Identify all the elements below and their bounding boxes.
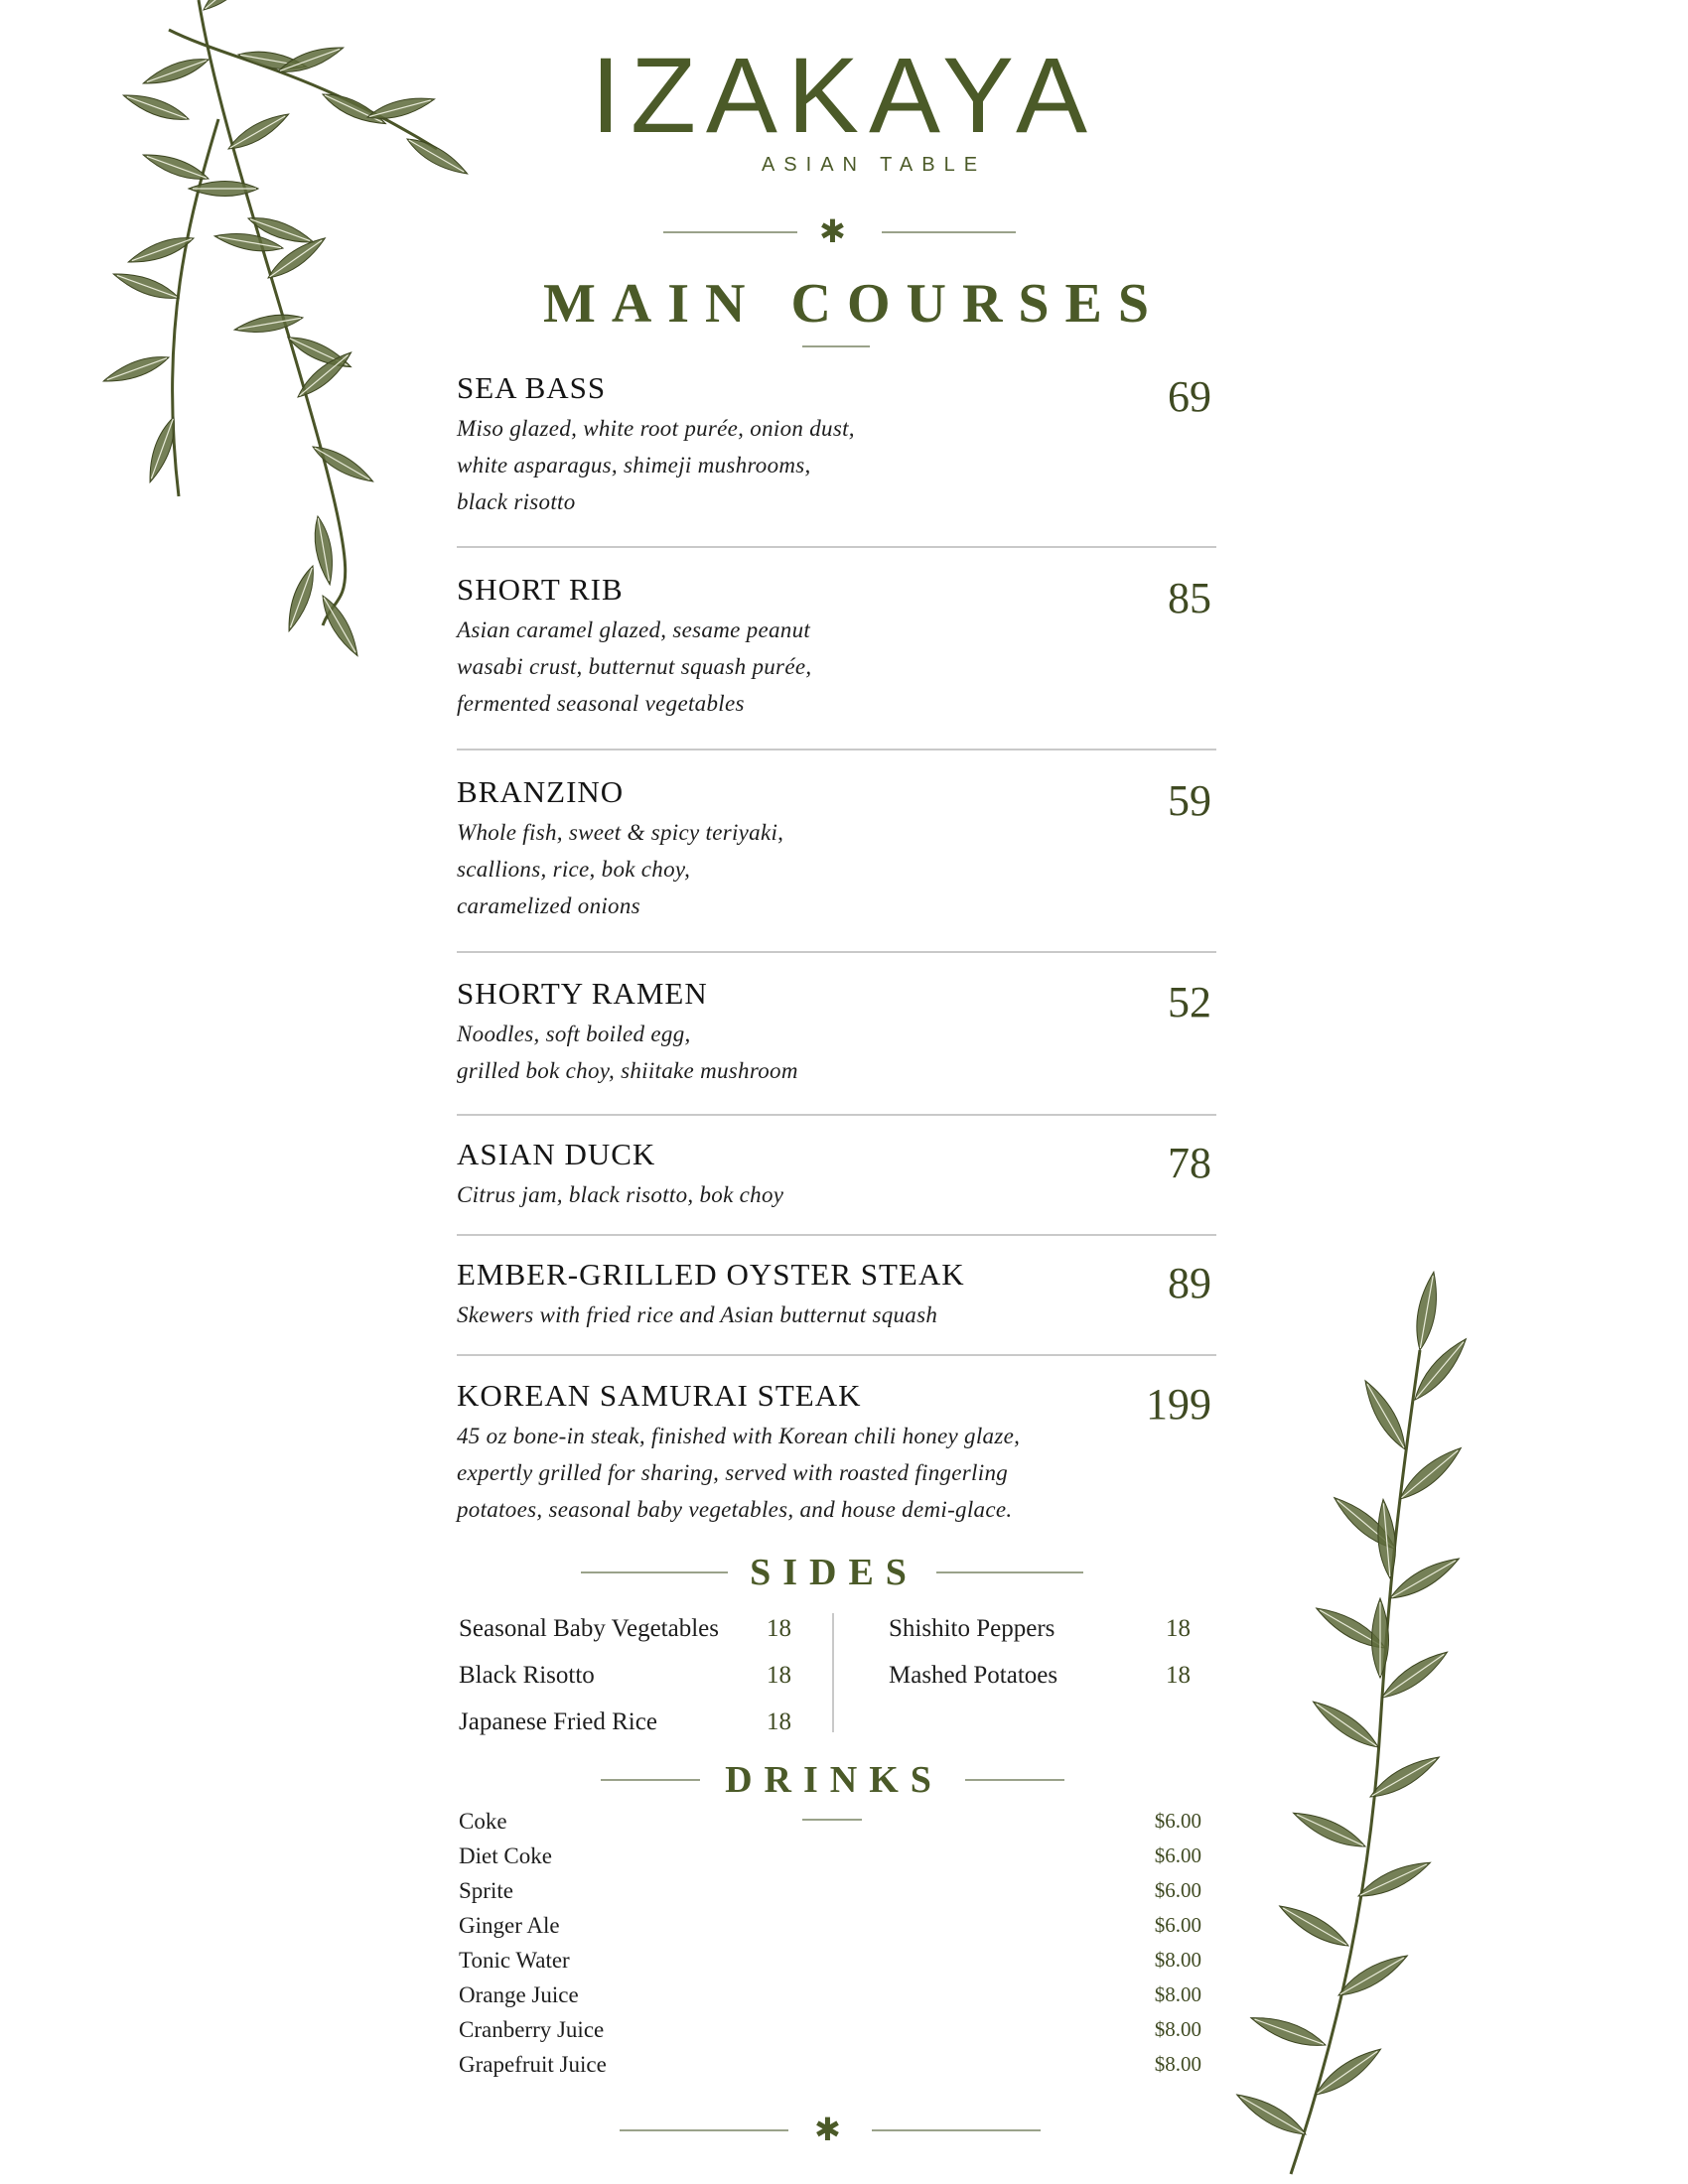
footer-rule-right: [872, 2129, 1041, 2131]
drink-item-price: $6.00: [1154, 1913, 1201, 1937]
menu-item-price: 85: [1168, 574, 1211, 622]
menu-item-price: 78: [1168, 1139, 1211, 1187]
menu-item-divider: [457, 1234, 1216, 1236]
side-item-name: Shishito Peppers: [889, 1615, 1055, 1642]
menu-item-description: Citrus jam, black risotto, bok choy: [457, 1182, 784, 1207]
sides-column-divider: [832, 1613, 834, 1732]
drink-item-price: $6.00: [1154, 1878, 1201, 1902]
drink-item-price: $8.00: [1154, 2017, 1201, 2041]
side-item-price: 18: [1166, 1615, 1191, 1642]
main-title-underline: [802, 345, 870, 347]
side-item-price: 18: [767, 1615, 791, 1642]
sides-rule-right: [936, 1571, 1083, 1573]
menu-item-name: SEA BASS: [457, 370, 607, 405]
side-item-name: Seasonal Baby Vegetables: [459, 1615, 719, 1642]
side-item-price: 18: [1166, 1662, 1191, 1689]
side-item-name: Japanese Fried Rice: [459, 1708, 657, 1735]
brand-logo: IZAKAYA: [590, 35, 1098, 155]
menu-item-divider: [457, 1354, 1216, 1356]
drink-item-name: Ginger Ale: [459, 1913, 560, 1938]
main-courses-title: MAIN COURSES: [542, 273, 1166, 335]
menu-item-name: ASIAN DUCK: [457, 1137, 656, 1171]
drink-item-price: $6.00: [1154, 1843, 1201, 1867]
drinks-title: DRINKS: [725, 1759, 943, 1801]
side-item-name: Mashed Potatoes: [889, 1662, 1058, 1689]
sides-title: SIDES: [750, 1552, 918, 1593]
menu-item-name: EMBER-GRILLED OYSTER STEAK: [457, 1257, 965, 1292]
menu-item-price: 89: [1168, 1259, 1211, 1307]
drink-item-price: $8.00: [1154, 1948, 1201, 1972]
drink-item-name: Coke: [459, 1809, 507, 1834]
drink-item-name: Diet Coke: [459, 1843, 552, 1868]
menu-item-divider: [457, 1114, 1216, 1116]
drinks-rule-right: [965, 1779, 1064, 1781]
menu-item-price: 69: [1168, 372, 1211, 421]
drink-item-name: Tonic Water: [459, 1948, 570, 1973]
ornament-star-icon: ✱: [819, 212, 846, 250]
menu-item-divider: [457, 951, 1216, 953]
menu-item-divider: [457, 546, 1216, 548]
menu-item-description: 45 oz bone-in steak, finished with Korean chili honey glaze, expertly grilled for sharing, served with roasted fingerling potatoes, seasonal baby vegetables, and house demi-glace.: [457, 1424, 1021, 1522]
menu-item-description: Asian caramel glazed, sesame peanut wasabi crust, butternut squash purée, fermented seasonal vegetables: [457, 617, 812, 716]
menu-item-name: BRANZINO: [457, 774, 625, 809]
drink-item-price: $6.00: [1154, 1809, 1201, 1833]
menu-item-name: SHORT RIB: [457, 572, 624, 607]
drink-item-name: Orange Juice: [459, 1982, 579, 2007]
drink-item-name: Cranberry Juice: [459, 2017, 605, 2042]
drink-item-price: $8.00: [1154, 2052, 1201, 2076]
sides-rule-left: [581, 1571, 728, 1573]
header-rule-right: [882, 231, 1016, 233]
menu-item-description: Skewers with fried rice and Asian butternut squash: [457, 1302, 938, 1327]
footer-rule-left: [620, 2129, 788, 2131]
brand-tagline: ASIAN TABLE: [761, 154, 987, 176]
side-item-price: 18: [767, 1708, 791, 1735]
drink-item-name: Sprite: [459, 1878, 513, 1903]
drinks-rule-left: [601, 1779, 700, 1781]
drink-item-name: Grapefruit Juice: [459, 2052, 607, 2077]
side-item-price: 18: [767, 1662, 791, 1689]
menu-item-divider: [457, 749, 1216, 751]
drinks-title-underline: [802, 1819, 862, 1821]
menu-item-description: Noodles, soft boiled egg, grilled bok choy, shiitake mushroom: [457, 1022, 798, 1083]
menu-item-name: SHORTY RAMEN: [457, 976, 708, 1011]
footer-ornament-star-icon: ✱: [814, 2111, 841, 2148]
menu-item-description: Whole fish, sweet & spicy teriyaki, scallions, rice, bok choy, caramelized onions: [457, 820, 784, 918]
drink-item-price: $8.00: [1154, 1982, 1201, 2006]
menu-item-price: 199: [1146, 1380, 1211, 1429]
menu-item-price: 59: [1168, 776, 1211, 825]
header-rule-left: [663, 231, 797, 233]
menu-item-description: Miso glazed, white root purée, onion dust, white asparagus, shimeji mushrooms, black risotto: [457, 416, 855, 514]
leaf-branch-bottom-right-icon: [1231, 1330, 1529, 2184]
menu-item-price: 52: [1168, 978, 1211, 1026]
menu-item-name: KOREAN SAMURAI STEAK: [457, 1378, 862, 1413]
side-item-name: Black Risotto: [459, 1662, 595, 1689]
